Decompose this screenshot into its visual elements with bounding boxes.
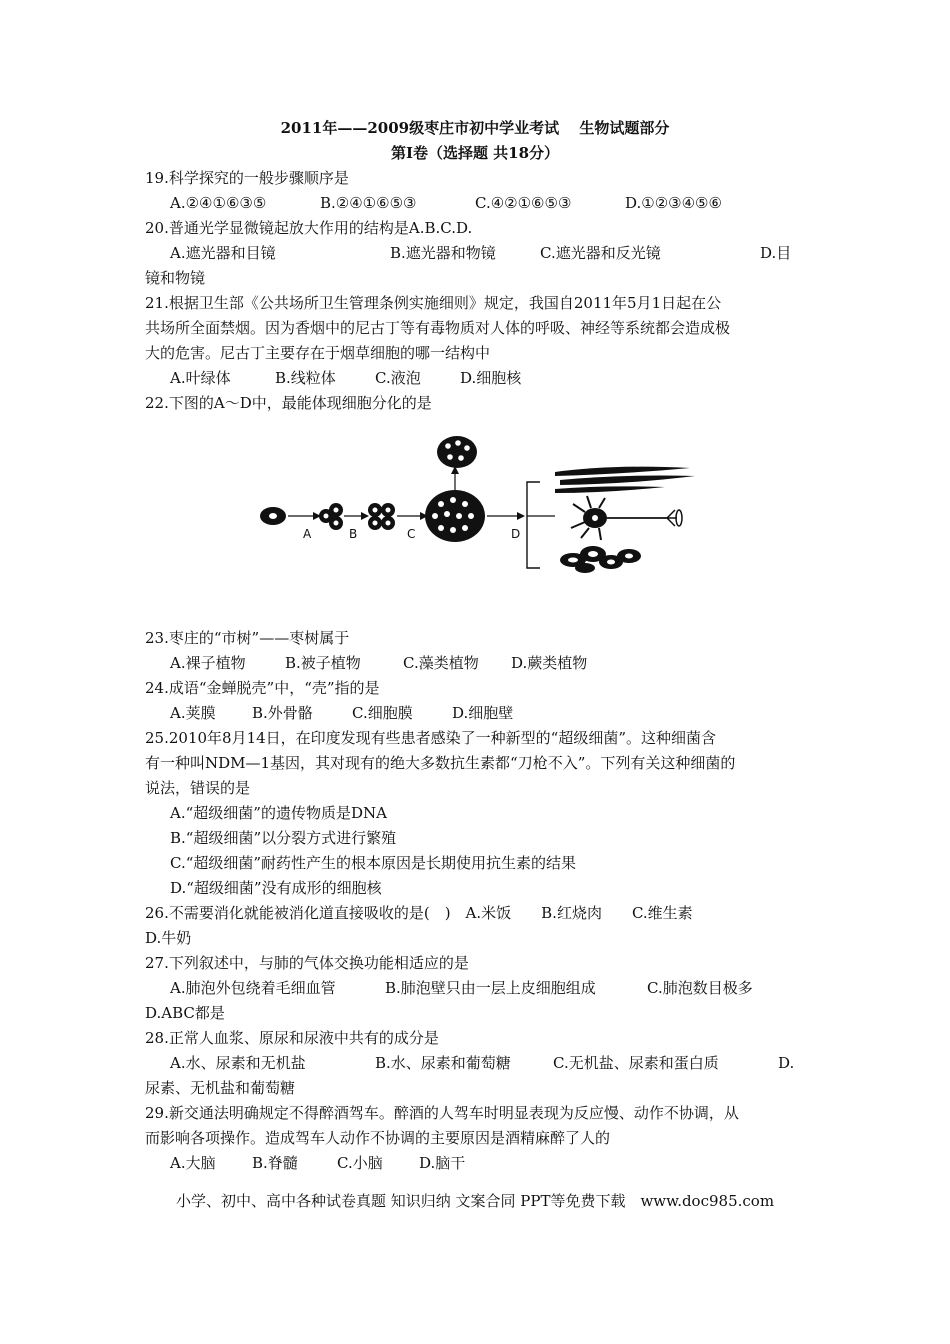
option-b: B.被子植物 — [285, 654, 361, 672]
question-29-options — [170, 1153, 835, 1173]
option-b: B.脊髓 — [252, 1154, 298, 1172]
cell-differentiation-figure — [255, 430, 700, 600]
question-20-stem: 20.普通光学显微镜起放大作用的结构是A.B.C.D. — [145, 219, 473, 237]
option-a: A.②④①⑥③⑤ — [170, 194, 267, 212]
question-28-options — [170, 1053, 835, 1073]
single-cell — [260, 507, 286, 525]
option-a: A.叶绿体 — [170, 369, 231, 387]
question-21-stem-2: 共场所全面禁烟。因为香烟中的尼古丁等有毒物质对人体的呼吸、神经等系统都会造成极 — [145, 319, 731, 337]
option-a: A.荚膜 — [170, 704, 216, 722]
option-c: C.液泡 — [375, 369, 421, 387]
cell-mass — [425, 490, 485, 542]
option-b: B.②④①⑥⑤③ — [320, 194, 417, 212]
label-a: A — [303, 527, 312, 541]
neuron-cell — [571, 496, 682, 540]
option-c: C.遮光器和反光镜 — [540, 244, 661, 262]
option-d: D.“超级细菌”没有成形的细胞核 — [170, 879, 382, 897]
option-d: D.脑干 — [419, 1154, 466, 1172]
option-c: C.④②①⑥⑤③ — [475, 194, 572, 212]
option-b: B.“超级细菌”以分裂方式进行繁殖 — [170, 829, 397, 847]
label-b: B — [349, 527, 358, 541]
question-29-stem-1: 29.新交通法明确规定不得醉酒驾车。醉酒的人驾车时明显表现为反应慢、动作不协调，从 — [145, 1104, 739, 1122]
option-a: A.裸子植物 — [170, 654, 246, 672]
option-b: B.外骨骼 — [252, 704, 313, 722]
label-d: D — [511, 527, 521, 541]
question-22-stem: 22.下图的A～D中，最能体现细胞分化的是 — [145, 394, 432, 412]
question-19-options — [170, 193, 835, 213]
option-c: C.小脑 — [337, 1154, 383, 1172]
question-21-options — [170, 368, 835, 388]
question-24-options — [170, 703, 835, 723]
exam-title: 2011年——2009级枣庄市初中学业考试 生物试题部分 — [280, 119, 670, 137]
question-19-stem: 19.科学探究的一般步骤顺序是 — [145, 169, 349, 187]
question-21-stem-3: 大的危害。尼古丁主要存在于烟草细胞的哪一结构中 — [145, 344, 491, 362]
option-d: D.目 — [760, 244, 792, 262]
question-27-wrap: D.ABC都是 — [145, 1004, 225, 1022]
option-c: C.细胞膜 — [352, 704, 413, 722]
label-c: C — [407, 527, 416, 541]
question-26-stem: 26.不需要消化就能被消化道直接吸收的是( ) A.米饭 B.红烧肉 C.维生素 — [145, 904, 693, 922]
question-24-stem: 24.成语“金蝉脱壳”中，“壳”指的是 — [145, 679, 380, 697]
option-d: D. — [778, 1054, 795, 1072]
top-cluster — [437, 436, 477, 468]
question-23-stem: 23.枣庄的“市树”——枣树属于 — [145, 629, 350, 647]
question-23-options — [170, 653, 835, 673]
option-a: A.水、尿素和无机盐 — [170, 1054, 306, 1072]
option-a: A.遮光器和目镜 — [170, 244, 276, 262]
option-b: B.肺泡壁只由一层上皮细胞组成 — [385, 979, 596, 997]
muscle-cells — [555, 467, 695, 493]
option-c: C.藻类植物 — [403, 654, 479, 672]
question-26-wrap: D.牛奶 — [145, 929, 192, 947]
four-cells — [368, 503, 395, 530]
blood-cells — [560, 546, 641, 573]
option-c: C.肺泡数目极多 — [647, 979, 753, 997]
option-d: D.细胞壁 — [452, 704, 514, 722]
option-d: D.细胞核 — [460, 369, 522, 387]
question-27-options — [170, 978, 835, 998]
option-b: B.遮光器和物镜 — [390, 244, 496, 262]
question-20-wrap: 镜和物镜 — [145, 269, 206, 287]
question-28-wrap: 尿素、无机盐和葡萄糖 — [145, 1079, 296, 1097]
question-27-stem: 27.下列叙述中，与肺的气体交换功能相适应的是 — [145, 954, 469, 972]
question-28-stem: 28.正常人血浆、原尿和尿液中共有的成分是 — [145, 1029, 439, 1047]
question-25-stem-1: 25.2010年8月14日，在印度发现有些患者感染了一种新型的“超级细菌”。这种细菌含 — [145, 729, 716, 747]
option-b: B.线粒体 — [275, 369, 336, 387]
question-25-stem-3: 说法，错误的是 — [145, 779, 251, 797]
question-21-stem-1: 21.根据卫生部《公共场所卫生管理条例实施细则》规定，我国自2011年5月1日起在公 — [145, 294, 722, 312]
question-25-stem-2: 有一种叫NDM—1基因，其对现有的绝大多数抗生素都“刀枪不入”。下列有关这种细菌的 — [145, 754, 736, 772]
option-d: D.蕨类植物 — [511, 654, 588, 672]
question-29-stem-2: 而影响各项操作。造成驾车人动作不协调的主要原因是酒精麻醉了人的 — [145, 1129, 611, 1147]
page-footer: 小学、初中、高中各种试卷真题 知识归纳 文案合同 PPT等免费下载 www.doc985.com — [175, 1192, 775, 1210]
option-a: A.肺泡外包绕着毛细血管 — [170, 979, 336, 997]
option-a: A.大脑 — [170, 1154, 216, 1172]
option-b: B.水、尿素和葡萄糖 — [375, 1054, 511, 1072]
option-d: D.①②③④⑤⑥ — [625, 194, 722, 212]
option-c: C.“超级细菌”耐药性产生的根本原因是长期使用抗生素的结果 — [170, 854, 577, 872]
question-20-options — [170, 243, 835, 263]
section-title: 第Ⅰ卷（选择题 共18分） — [390, 144, 560, 162]
option-c: C.无机盐、尿素和蛋白质 — [553, 1054, 719, 1072]
two-cells — [319, 503, 343, 530]
option-a: A.“超级细菌”的遗传物质是DNA — [170, 804, 387, 822]
